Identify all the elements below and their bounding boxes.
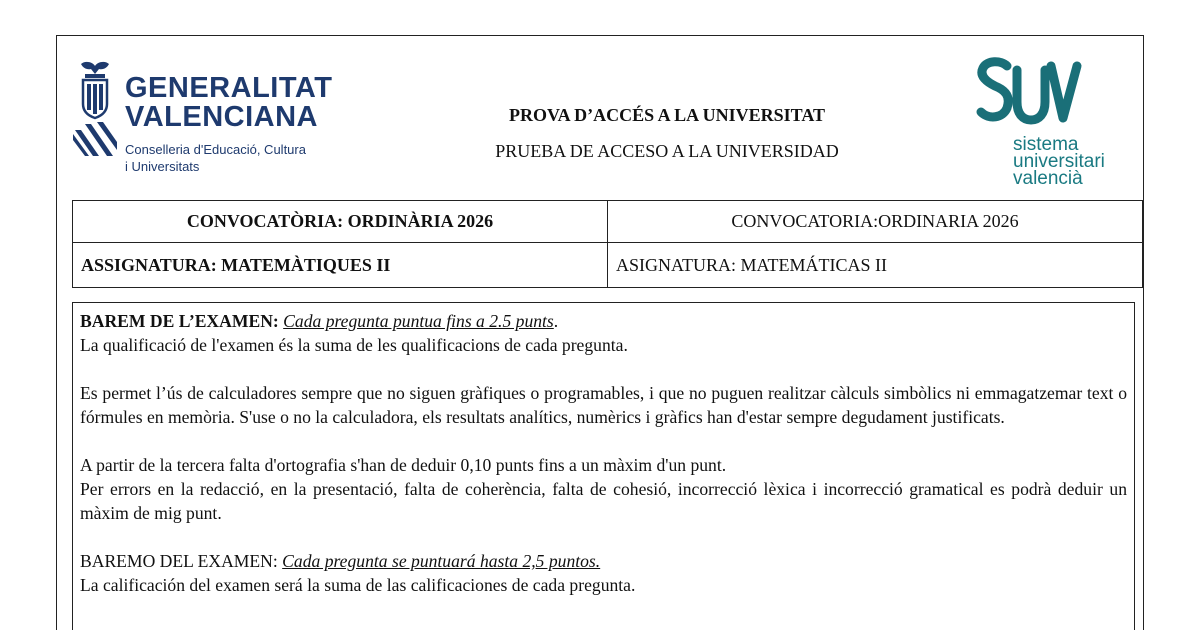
suv-text-line3: valencià — [1013, 168, 1083, 189]
barem-valencian-orthography: A partir de la tercera falta d'ortografia s'han de deduir 0,10 punts fins a un màxim d'un punt. — [80, 455, 727, 475]
institution-name-line2: VALENCIANA — [125, 101, 318, 133]
suv-text-line1: sistema — [1013, 134, 1079, 155]
generalitat-logo — [73, 58, 343, 178]
barem-spanish-label: BAREMO DEL EXAMEN: — [80, 551, 278, 571]
barem-valencian-calculators: Es permet l’ús de calculadores sempre que no siguen gràfiques o programables, i que no puguen realitzar càlculs simbòlics ni emmagatzemar text o fórmules en memòria. S'use o no la calculadora, els resultats analítics, numèrics i gràfics han d'estar sempre degudament justificats. — [80, 383, 1127, 427]
grading-criteria-box — [72, 302, 1135, 630]
coat-of-arms-icon — [73, 60, 117, 160]
exam-title-spanish: PRUEBA DE ACCESO A LA UNIVERSIDAD — [495, 141, 839, 161]
department-name — [125, 141, 306, 175]
convocatoria-spanish: CONVOCATORIA:ORDINARIA 2026 — [608, 201, 1142, 243]
barem-spanish-detail: Cada pregunta se puntuará hasta 2,5 puntos. — [282, 551, 601, 571]
barem-valencian-sum: La qualificació de l'examen és la suma de les qualificacions de cada pregunta. — [80, 335, 628, 355]
barem-valencian-detail: Cada pregunta puntua fins a 2.5 punts — [283, 311, 554, 331]
exam-info-table — [72, 200, 1143, 288]
suv-logo — [971, 56, 1131, 196]
subject-spanish: ASIGNATURA: MATEMÁTICAS II — [616, 254, 888, 275]
barem-valencian-heading: BAREM DE L’EXAMEN: Cada pregunta puntua fins a 2.5 punts. — [80, 311, 559, 331]
department-line2: i Universitats — [125, 159, 200, 174]
suv-mark-icon — [973, 56, 1083, 136]
institution-name-line1: GENERALITAT — [125, 72, 333, 104]
barem-spanish-sum: La calificación del examen será la suma de las calificaciones de cada pregunta. — [80, 575, 636, 595]
exam-title-block — [437, 104, 897, 162]
department-line1: Conselleria d'Educació, Cultura — [125, 142, 306, 157]
suv-text — [1013, 136, 1105, 187]
subject-valencian: ASSIGNATURA: MATEMÀTIQUES II — [73, 243, 608, 287]
suv-text-line2: universitari — [1013, 151, 1105, 172]
exam-page — [56, 35, 1144, 630]
barem-valencian-label: BAREM DE L’EXAMEN: — [80, 311, 279, 331]
institution-name — [125, 74, 332, 132]
convocatoria-valencian: CONVOCATÒRIA: ORDINÀRIA 2026 — [73, 201, 608, 243]
barem-valencian-writing: Per errors en la redacció, en la presentació, falta de coherència, falta de cohesió, incorrecció lèxica i incorrecció gramatical es podrà deduir un màxim de mig punt. — [80, 479, 1127, 523]
exam-title-valencian: PROVA D’ACCÉS A LA UNIVERSITAT — [508, 105, 826, 125]
barem-spanish-heading — [80, 549, 1127, 573]
